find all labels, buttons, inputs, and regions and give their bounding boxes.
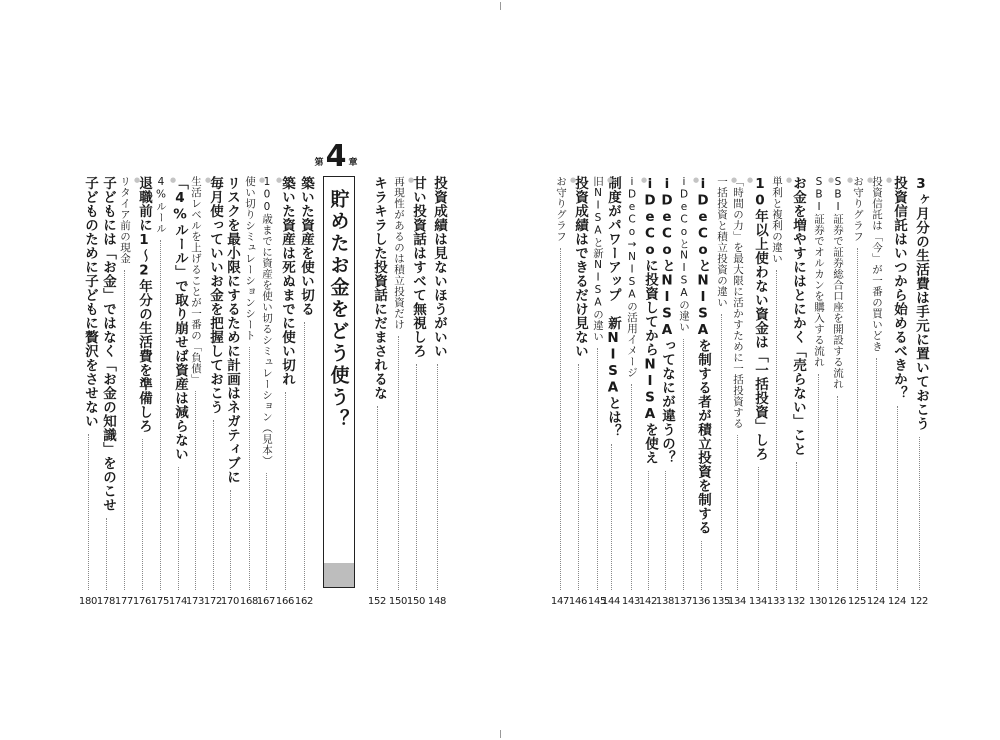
toc-page-number: 134 <box>727 596 747 607</box>
toc-leader-dots <box>106 518 107 590</box>
toc-subitem: ● リタイア前の現金 <box>118 176 141 264</box>
toc-page-number: 180 <box>78 596 98 607</box>
toc-leader-dots <box>398 336 399 590</box>
toc-page-number: 130 <box>808 596 828 607</box>
chapter-title-band <box>324 563 354 587</box>
toc-page-number: 143 <box>621 596 641 607</box>
toc-page-number: 135 <box>711 596 731 607</box>
toc-leader-dots <box>178 467 179 590</box>
toc-leader-dots <box>560 248 561 590</box>
toc-page-number: 176 <box>132 596 152 607</box>
toc-page-number: 177 <box>114 596 134 607</box>
toc-subitem: ● 旧NISAと新NISAの違い <box>591 176 614 342</box>
toc-heading: お金を増やすにはとにかく「売らない」こと <box>790 176 806 456</box>
toc-subitem: ● 投資信託は「今」が一番の買いどき <box>870 176 893 352</box>
toc-leader-dots <box>304 322 305 590</box>
toc-heading: 築いた資産は死ぬまでに使い切れ <box>279 176 295 386</box>
toc-page-number: 175 <box>150 596 170 607</box>
chapter-title: 貯めたお金をどう使う？ <box>327 189 350 431</box>
toc-subitem: ● 使い切りシミュレーションシート <box>243 176 266 341</box>
toc-leader-dots <box>195 391 196 590</box>
toc-leader-dots <box>631 384 632 590</box>
toc-page-number: 133 <box>766 596 786 607</box>
toc-leader-dots <box>611 444 612 590</box>
toc-leader-dots <box>597 348 598 590</box>
toc-page-number: 138 <box>655 596 675 607</box>
toc-heading: 子どものために子どもに贅沢をさせない <box>82 176 98 428</box>
chapter-prefix: 第 <box>314 158 324 168</box>
toc-leader-dots <box>213 420 214 590</box>
toc-leader-dots <box>897 406 898 590</box>
toc-page-number: 126 <box>827 596 847 607</box>
crop-mark-bottom <box>500 730 501 738</box>
toc-page-number: 152 <box>367 596 387 607</box>
toc-page-number: 174 <box>168 596 188 607</box>
toc-heading: 「4%ルール」で取り崩せば資産は減らない <box>172 176 188 461</box>
toc-leader-dots <box>142 439 143 590</box>
crop-mark-top <box>500 2 501 10</box>
toc-heading: 子どもには「お金」ではなく「お金の知識」をのこせ <box>100 176 116 512</box>
toc-leader-dots <box>758 467 759 590</box>
chapter-number-mark <box>314 139 358 174</box>
toc-subitem: ● 単利と複利の違い <box>770 176 793 264</box>
toc-page-number: 124 <box>887 596 907 607</box>
toc-leader-dots <box>919 437 920 591</box>
toc-page-number: 150 <box>388 596 408 607</box>
toc-page-number: 146 <box>568 596 588 607</box>
toc-heading: 毎月使っていいお金を把握しておこう <box>207 176 223 414</box>
toc-heading: 投資信託はいつから始めるべきか？ <box>891 176 907 400</box>
toc-leader-dots <box>701 541 702 591</box>
toc-leader-dots <box>124 270 125 590</box>
toc-heading: 投資成績はできるだけ見ない <box>572 176 588 358</box>
toc-heading: iDeCoとNISAってなにが違うの？ <box>659 176 675 465</box>
toc-page-number: 170 <box>220 596 240 607</box>
toc-heading: 10年以上使わない資金は「一括投資」しろ <box>752 176 768 461</box>
toc-leader-dots <box>665 471 666 591</box>
toc-page-number: 124 <box>866 596 886 607</box>
toc-page-number: 147 <box>550 596 570 607</box>
toc-page-number: 168 <box>239 596 259 607</box>
toc-leader-dots <box>776 270 777 590</box>
toc-page-number: 132 <box>786 596 806 607</box>
toc-heading: 退職前に1〜2年分の生活費を準備しろ <box>136 176 152 433</box>
toc-page-number: 122 <box>909 596 929 607</box>
chapter-title-box <box>323 176 355 588</box>
toc-leader-dots <box>876 358 877 590</box>
toc-leader-dots <box>437 364 438 590</box>
toc-page-number: 150 <box>406 596 426 607</box>
toc-heading: 築いた資産を使い切る <box>298 176 314 316</box>
toc-leader-dots <box>578 364 579 590</box>
toc-page-number: 178 <box>96 596 116 607</box>
toc-subitem: ● 「時間の力」を最大限に活かすために一括投資する <box>731 176 754 429</box>
toc-leader-dots <box>266 473 267 591</box>
toc-leader-dots <box>285 392 286 590</box>
toc-heading: 制度がパワーアップ 新NISAとは？ <box>605 176 621 438</box>
toc-leader-dots <box>249 347 250 590</box>
toc-heading: リスクを最小限にするために計画はネガティブに <box>224 176 240 484</box>
toc-subitem: ● 4%ルール <box>154 176 177 234</box>
toc-heading: iDeCoに投資してからNISAを使え <box>642 176 658 465</box>
toc-page-number: 162 <box>294 596 314 607</box>
toc-subitem: ● お守りグラフ <box>554 176 577 242</box>
toc-subitem: ● SBI証券で証券総合口座を開設する流れ <box>831 176 854 390</box>
chapter-suffix: 章 <box>348 158 358 168</box>
toc-page-number: 136 <box>691 596 711 607</box>
toc-leader-dots <box>416 364 417 590</box>
toc-leader-dots <box>857 248 858 590</box>
toc-subitem: ● 生活レベルを上げることが一番の「負債」 <box>189 176 212 385</box>
toc-leader-dots <box>88 434 89 590</box>
toc-heading: 投資成績は見ないほうがいい <box>431 176 447 358</box>
toc-page-number: 137 <box>673 596 693 607</box>
toc-page-number: 125 <box>847 596 867 607</box>
toc-leader-dots <box>230 490 231 590</box>
toc-leader-dots <box>648 471 649 591</box>
toc-heading: キラキラした投資話にだまされるな <box>371 176 387 400</box>
toc-page-number: 167 <box>256 596 276 607</box>
toc-page-number: 142 <box>638 596 658 607</box>
toc-subitem: ● iDeCoとNISAの違い <box>677 176 700 333</box>
toc-leader-dots <box>818 374 819 591</box>
toc-leader-dots <box>721 314 722 590</box>
toc-page-number: 172 <box>203 596 223 607</box>
toc-leader-dots <box>377 406 378 590</box>
toc-leader-dots <box>683 339 684 591</box>
toc-subitem: ● お守りグラフ <box>851 176 874 242</box>
toc-leader-dots <box>837 396 838 591</box>
toc-page-number: 144 <box>601 596 621 607</box>
toc-leader-dots <box>737 435 738 590</box>
toc-heading: 3ヶ月分の生活費は手元に置いておこう <box>913 176 929 431</box>
chapter-number: 4 <box>325 139 347 174</box>
toc-page-number: 173 <box>185 596 205 607</box>
toc-subitem: ● SBI証券でオルカンを購入する流れ <box>812 176 835 368</box>
toc-page-number: 166 <box>275 596 295 607</box>
toc-heading: iDeCoとNISAを制する者が積立投資を制する <box>695 176 711 535</box>
toc-leader-dots <box>160 240 161 590</box>
toc-page-number: 148 <box>427 596 447 607</box>
toc-subitem: ● 再現性があるのは積立投資だけ <box>392 176 415 330</box>
toc-leader-dots <box>796 462 797 590</box>
toc-subitem: ● 一括投資と積立投資の違い <box>715 176 738 308</box>
toc-page-number: 145 <box>587 596 607 607</box>
toc-subitem: ● 100歳までに資産を使い切るシミュレーション（見本） <box>260 176 283 467</box>
toc-heading: 甘い投資話はすべて無視しろ <box>410 176 426 358</box>
toc-page-number: 134 <box>748 596 768 607</box>
toc-subitem: ● iDeCo→NISAの活用イメージ <box>625 176 648 378</box>
